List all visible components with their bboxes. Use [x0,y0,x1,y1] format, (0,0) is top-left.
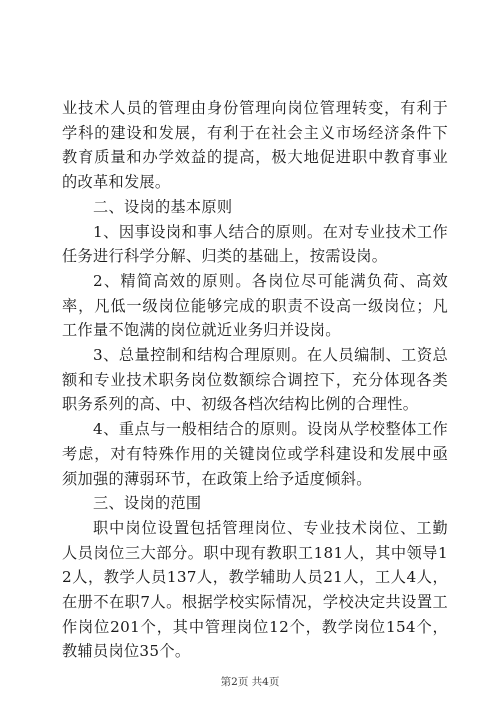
document-body [62,96,448,664]
paragraph-scope-details: 职中岗位设置包括管理岗位、专业技术岗位、工勤人员岗位三大部分。职中现有教职工181人，其中领导12人，教学人员137人，教学辅助人员21人，工人4人，在册不在职7人。根据学校实际情况，学校决定共设置工作岗位201个，其中管理岗位12个，教学岗位154个，教辅员岗位35个。 [62,518,448,661]
section-heading-principles: 二、设岗的基本原则 [93,197,233,216]
paragraph-principle-1: 1、因事设岗和事人结合的原则。在对专业技术工作任务进行科学分解、归类的基础上，按需设岗。 [62,222,448,266]
page-number-footer: 第2页 共4页 [220,676,280,688]
section-heading-scope: 三、设岗的范围 [93,494,202,513]
paragraph-principle-4: 4、重点与一般相结合的原则。设岗从学校整体工作考虑，对有特殊作用的关键岗位或学科建设和发展中亟须加强的薄弱环节，在政策上给予适度倾斜。 [62,420,448,488]
paragraph-principle-3: 3、总量控制和结构合理原则。在人员编制、工资总额和专业技术职务岗位数额综合调控下，充分体现各类职务系列的高、中、初级各档次结构比例的合理性。 [62,346,448,414]
paragraph-principle-2: 2、精简高效的原则。各岗位尽可能满负荷、高效率，凡低一级岗位能够完成的职责不设高一级岗位；凡工作量不饱满的岗位就近业务归并设岗。 [62,271,448,340]
paragraph-intro-continuation: 业技术人员的管理由身份管理向岗位管理转变，有利于学科的建设和发展，有利于在社会主义市场经济条件下教育质量和办学效益的提高，极大地促进职中教育事业的改革和发展。 [62,99,448,192]
